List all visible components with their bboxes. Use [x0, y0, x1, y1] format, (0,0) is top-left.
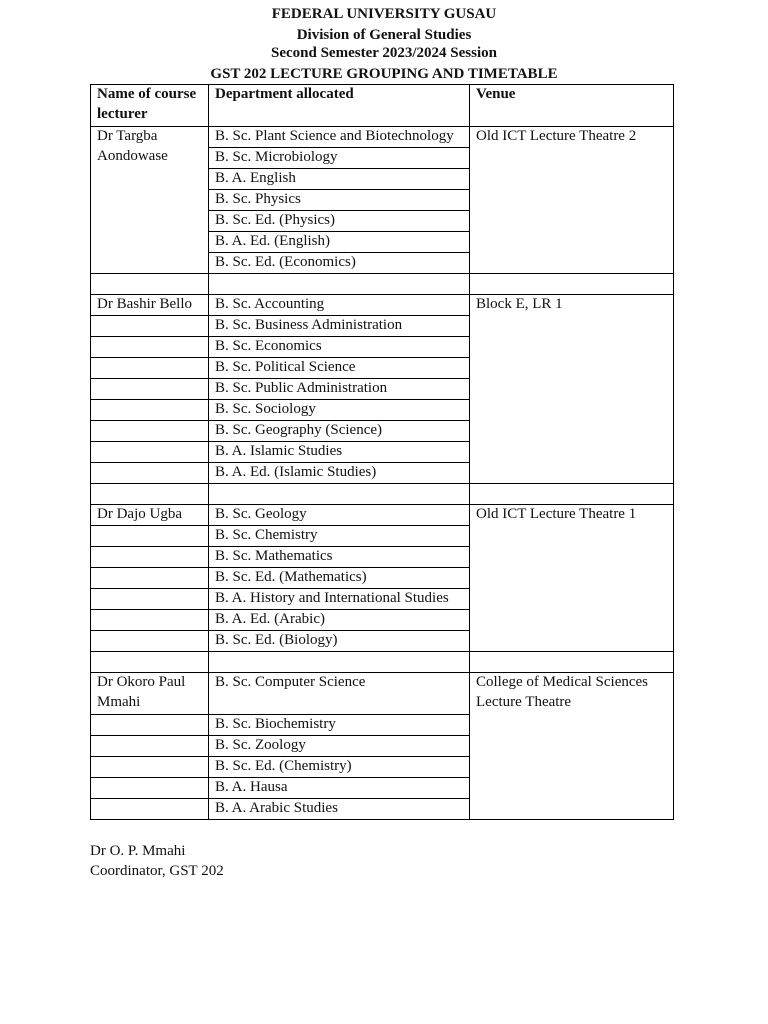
department-cell: B. Sc. Political Science	[209, 358, 470, 379]
lecturer-cell-empty	[91, 337, 209, 358]
column-header-lecturer: Name of course lecturer	[91, 85, 209, 127]
department-cell: B. Sc. Chemistry	[209, 526, 470, 547]
department-cell: B. A. Hausa	[209, 778, 470, 799]
department-cell: B. Sc. Microbiology	[209, 148, 470, 169]
column-header-department: Department allocated	[209, 85, 470, 127]
department-cell: B. Sc. Public Administration	[209, 379, 470, 400]
lecturer-cell-empty	[91, 463, 209, 484]
lecturer-cell-empty	[91, 757, 209, 778]
table-row	[91, 295, 674, 316]
department-cell: B. A. English	[209, 169, 470, 190]
lecturer-cell-empty	[91, 400, 209, 421]
department-cell: B. Sc. Accounting	[209, 295, 470, 316]
lecturer-name: Dr Bashir Bello	[91, 295, 209, 316]
department-cell: B. A. Ed. (English)	[209, 232, 470, 253]
table-row	[91, 673, 674, 715]
lecturer-cell-empty	[91, 778, 209, 799]
empty-cell	[470, 484, 674, 505]
spacer-row	[91, 652, 674, 673]
signatory-name: Dr O. P. Mmahi	[90, 843, 186, 859]
column-header-venue: Venue	[470, 85, 674, 127]
empty-cell	[91, 652, 209, 673]
venue-cell: Old ICT Lecture Theatre 1	[470, 505, 674, 652]
session-label: Second Semester 2023/2024 Session	[271, 45, 497, 61]
lecturer-name: Dr Okoro Paul Mmahi	[91, 673, 209, 715]
lecturer-name: Dr Dajo Ugba	[91, 505, 209, 526]
lecturer-cell-empty	[91, 631, 209, 652]
venue-cell: College of Medical Sciences Lecture Theatre	[470, 673, 674, 820]
department-cell: B. A. Ed. (Arabic)	[209, 610, 470, 631]
department-cell: B. Sc. Ed. (Chemistry)	[209, 757, 470, 778]
lecturer-cell-empty	[91, 526, 209, 547]
division-name: Division of General Studies	[296, 27, 472, 43]
department-cell: B. A. Arabic Studies	[209, 799, 470, 820]
lecturer-cell-empty	[91, 589, 209, 610]
department-cell: B. A. Ed. (Islamic Studies)	[209, 463, 470, 484]
department-cell: B. Sc. Ed. (Mathematics)	[209, 568, 470, 589]
department-cell: B. Sc. Biochemistry	[209, 715, 470, 736]
lecturer-cell-empty	[91, 379, 209, 400]
lecturer-cell-empty	[91, 358, 209, 379]
venue-cell: Old ICT Lecture Theatre 2	[470, 127, 674, 274]
lecturer-cell-empty	[91, 568, 209, 589]
department-cell: B. Sc. Geology	[209, 505, 470, 526]
department-cell: B. Sc. Business Administration	[209, 316, 470, 337]
table-header-row	[91, 85, 674, 127]
lecturer-cell-empty	[91, 316, 209, 337]
lecturer-cell-empty	[91, 421, 209, 442]
lecturer-cell-empty	[91, 799, 209, 820]
lecturer-cell-empty	[91, 547, 209, 568]
spacer-row	[91, 274, 674, 295]
spacer-row	[91, 484, 674, 505]
signature-block	[90, 842, 224, 881]
empty-cell	[91, 274, 209, 295]
venue-cell: Block E, LR 1	[470, 295, 674, 484]
table-row	[91, 505, 674, 526]
department-cell: B. Sc. Plant Science and Biotechnology	[209, 127, 470, 148]
lecturer-cell-empty	[91, 715, 209, 736]
empty-cell	[209, 484, 470, 505]
department-cell: B. Sc. Ed. (Physics)	[209, 211, 470, 232]
department-cell: B. Sc. Mathematics	[209, 547, 470, 568]
lecturer-cell-empty	[91, 442, 209, 463]
document-title: GST 202 LECTURE GROUPING AND TIMETABLE	[210, 66, 558, 82]
lecturer-name: Dr Targba Aondowase	[91, 127, 209, 274]
empty-cell	[470, 274, 674, 295]
department-cell: B. A. Islamic Studies	[209, 442, 470, 463]
empty-cell	[209, 652, 470, 673]
table-row	[91, 127, 674, 148]
lecturer-cell-empty	[91, 736, 209, 757]
empty-cell	[91, 484, 209, 505]
timetable-body	[91, 127, 674, 820]
department-cell: B. Sc. Physics	[209, 190, 470, 211]
signatory-role: Coordinator, GST 202	[90, 862, 224, 879]
department-cell: B. Sc. Computer Science	[209, 673, 470, 715]
department-cell: B. Sc. Zoology	[209, 736, 470, 757]
department-cell: B. Sc. Geography (Science)	[209, 421, 470, 442]
department-cell: B. Sc. Ed. (Biology)	[209, 631, 470, 652]
lecturer-cell-empty	[91, 610, 209, 631]
department-cell: B. Sc. Sociology	[209, 400, 470, 421]
timetable	[90, 84, 674, 820]
department-cell: B. Sc. Economics	[209, 337, 470, 358]
department-cell: B. Sc. Ed. (Economics)	[209, 253, 470, 274]
empty-cell	[470, 652, 674, 673]
university-name: FEDERAL UNIVERSITY GUSAU	[271, 6, 497, 22]
department-cell: B. A. History and International Studies	[209, 589, 470, 610]
empty-cell	[209, 274, 470, 295]
